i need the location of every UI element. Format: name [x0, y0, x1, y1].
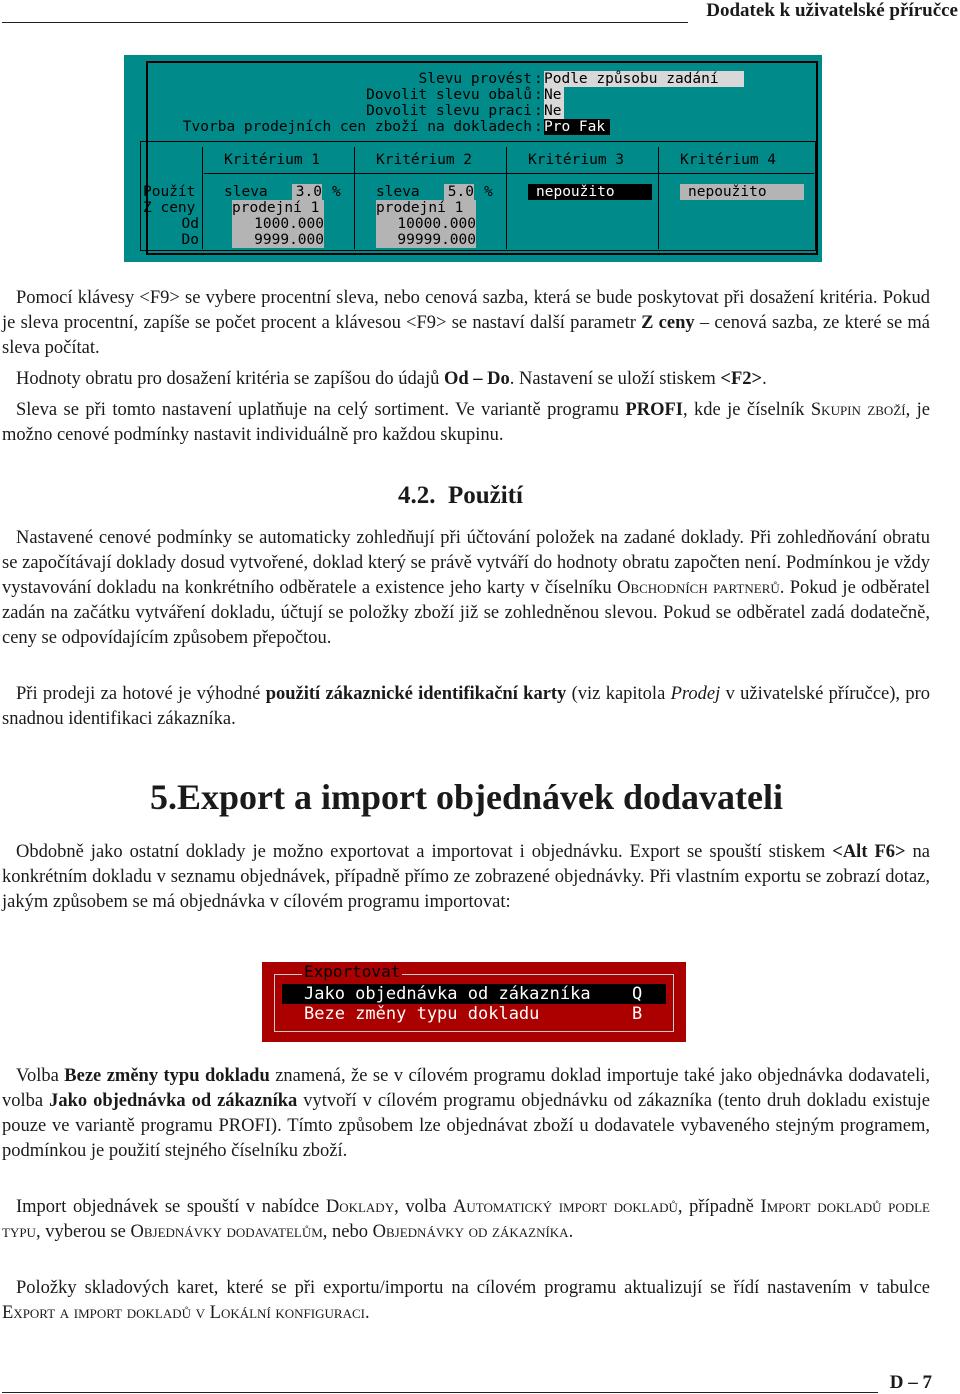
k1-od: 1000.000 — [232, 216, 324, 232]
paragraph-pouziti: Nastavené cenové podmínky se automaticky zohledňují při účtování položek na zadané doklady. Při zohledňování obratu se započítávají doklady dosud vytvořené, doklad který se právě vytváří do hodnoty obratu započten není. Podmínkou je vždy vystavování dokladu na konkrétního odběratele a existence jeho karty v číselníku Obchodních partnerů. Pokud je odběratel zadán na začátku vytváření dokladu, účtují se položky zboží již se zohledněnou slevou. Pokud se odběratel zadá dodatečně, ceny se odpovídajícím způsobem přepočtou. — [2, 528, 930, 648]
criterion-header: Kritérium 3 — [528, 152, 625, 168]
k2-od: 10000.000 — [376, 216, 476, 232]
paragraph-od-do: Hodnoty obratu pro dosažení kritéria se zapíšou do údajů Od – Do. Nastavení se uloží stiskem <F2>. — [16, 369, 767, 389]
setting-value: Pro Fak — [544, 119, 610, 135]
dialog-title: Exportovat — [304, 962, 401, 981]
k2-price: prodejní 1 — [376, 200, 476, 216]
k1-price: prodejní 1 — [232, 200, 324, 216]
paragraph-polozky: Položky skladových karet, které se při exportu/importu na cílovém programu aktualizují se řídí nastavením v tabulce Export a import dokladů v Lokální konfiguraci. — [2, 1278, 930, 1323]
row-label: Do — [181, 232, 199, 248]
k2-percent-sign: % — [484, 184, 493, 200]
k1-percent-sign: % — [332, 184, 341, 200]
k2-type: sleva — [376, 184, 420, 200]
k1-type: sleva — [224, 184, 268, 200]
row-label: Od — [181, 216, 199, 232]
export-dialog-screenshot — [262, 962, 686, 1042]
setting-value: Ne — [544, 87, 564, 103]
header-title: Dodatek k uživatelské příručce — [706, 0, 958, 21]
header-rule — [2, 22, 688, 23]
discount-settings-screenshot: Slevu provést : Podle způsobu zadání Dovolit slevu obalů : Ne Dovolit slevu praci : Ne Tvorba prodejních cen zboží na dokladech : Pro Fak Kritérium 1 Kritérium 2 Kritérium 3 Kritérium 4 Použít Z ceny Od Do sleva 3.0 % prodejní 1 1000.000 9999.000 sleva 5.0 % prodejní 1 10000.000 99999.000 nepoužito nepoužito — [124, 55, 822, 262]
row-label: Použít — [143, 184, 196, 200]
k1-do: 9999.000 — [232, 232, 324, 248]
criterion-header: Kritérium 2 — [376, 152, 473, 168]
footer-rule — [2, 1392, 878, 1393]
setting-label: Dovolit slevu obalů — [366, 87, 532, 103]
setting-value: Ne — [544, 103, 564, 119]
section-4-2-heading: 4.2. Použití — [398, 482, 523, 509]
page-number: D – 7 — [889, 1372, 932, 1393]
paragraph-import: Import objednávek se spouští v nabídce Doklady, volba Automatický import dokladů, případně Import dokladů podle typu, vyberou se Objednávky dodavatelům, nebo Objednávky od zákazníka. — [2, 1197, 930, 1242]
k2-do: 99999.000 — [376, 232, 476, 248]
criterion-header: Kritérium 4 — [680, 152, 777, 168]
k3-type: nepoužito — [528, 184, 652, 200]
paragraph-volba: Volba Beze změny typu dokladu znamená, že se v cílovém programu doklad importuje také jako objednávka dodavateli, volba Jako objednávka od zákazníka vytvoří v cílovém programu objednávku od zákazníka (tento druh dokladu existuje pouze ve variantě programu PROFI). Tímto způsobem lze objednávat zboží u dodavatele vybaveného stejným programem, podmínkou je použití stejného číselníku zboží. — [2, 1066, 930, 1161]
criterion-header: Kritérium 1 — [224, 152, 321, 168]
row-label: Z ceny — [143, 200, 196, 216]
section-5-heading: 5.Export a import objednávek dodavateli — [150, 777, 784, 817]
setting-label: Tvorba prodejních cen zboží na dokladech — [182, 119, 532, 135]
setting-label: Dovolit slevu praci — [366, 103, 532, 119]
k1-percent: 3.0 — [292, 184, 322, 200]
export-option: Beze změny typu dokladu B — [304, 1004, 643, 1024]
paragraph-f9: Pomocí klávesy <F9> se vybere procentní sleva, nebo cenová sazba, která se bude poskytovat při dosažení kritéria. Pokud je sleva procentní, zapíše se počet procent a klávesou <F9> se nastaví další parametr Z ceny – cenová sazba, ze které se má sleva počítat. — [2, 288, 930, 358]
paragraph-karta: Při prodeji za hotové je výhodné použití zákaznické identifikační karty (viz kapitola Prodej v uživatelské příručce), pro snadnou identifikaci zákazníka. — [2, 684, 931, 729]
setting-label: Slevu provést — [418, 71, 532, 87]
k4-type: nepoužito — [680, 184, 804, 200]
export-option-selected: Jako objednávka od zákazníka Q — [282, 984, 666, 1004]
paragraph-export: Obdobně jako ostatní doklady je možno exportovat a importovat i objednávku. Export se spouští stiskem <Alt F6> na konkrétním dokladu v seznamu objednávek, případně přímo ze zobrazené objednávky. Při vlastním exportu se zobrazí dotaz, jakým způsobem se má objednávka v cílovém programu importovat: — [2, 842, 931, 912]
k2-percent: 5.0 — [444, 184, 474, 200]
setting-value: Podle způsobu zadání — [544, 71, 744, 87]
paragraph-sortiment: Sleva se při tomto nastavení uplatňuje na celý sortiment. Ve variantě programu PROFI, kde je číselník Skupin zboží, je možno cenové podmínky nastavit individuálně pro každou skupinu. — [2, 400, 930, 445]
